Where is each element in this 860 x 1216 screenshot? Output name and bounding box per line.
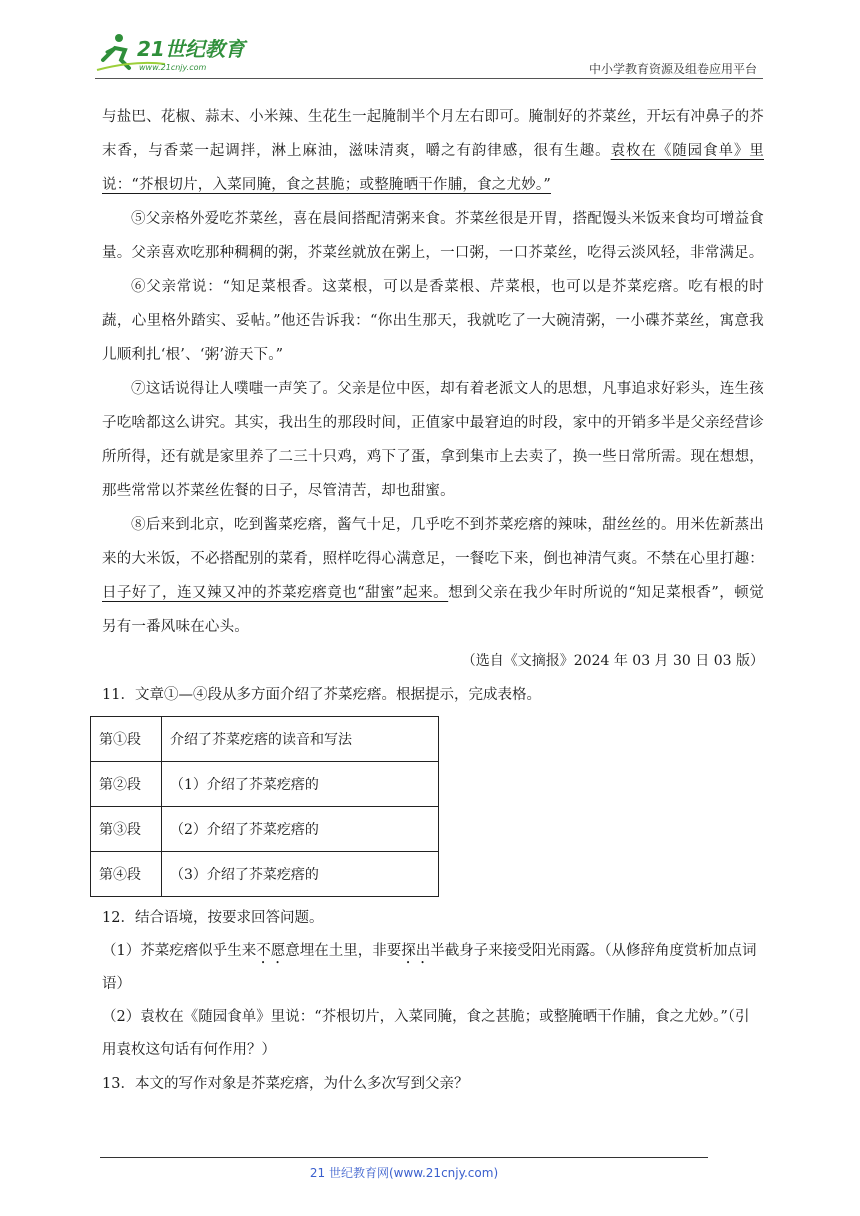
logo-text: 21世纪教育 [137, 37, 245, 61]
paragraph-6: ⑥父亲常说：“知足菜根香。这菜根，可以是香菜根、芹菜根，也可以是芥菜疙瘩。吃有根的时蔬，心里格外踏实、妥帖。”他还告诉我：“你出生那天，我就吃了一大碗清粥，一小碟芥菜丝，寓意我儿顺利扎‘根’、‘粥’游天下。” [102, 279, 764, 363]
paragraph-continued-text: 与盐巴、花椒、蒜末、小米辣、生花生一起腌制半个月左右即可。腌制好的芥菜丝，开坛有冲鼻子的芥末香，与香菜一起调拌，淋上麻油，滋味清爽，嚼之有韵律感，很有生趣。 [102, 109, 764, 159]
footer-divider [100, 1157, 708, 1158]
paragraph-5: ⑤父亲格外爱吃芥菜丝，喜在晨间搭配清粥来食。芥菜丝很是开胃，搭配馒头米饭来食均可增益食量。父亲喜欢吃那种稠稠的粥，芥菜丝就放在粥上，一口粥，一口芥菜丝，吃得云淡风轻，非常满足。 [102, 211, 764, 261]
underlined-quote: 袁枚在《随园食单》里说：“芥根切片，入菜同腌，食之甚脆；或整腌晒干作脯，食之尤妙。” [102, 143, 764, 193]
question-11: 11．文章①—④段从多方面介绍了芥菜疙瘩。根据提示，完成表格。 [102, 687, 541, 703]
table-cell-content: （2）介绍了芥菜疙瘩的 [162, 807, 439, 852]
table-cell-para: 第④段 [91, 852, 162, 897]
article-source: （选自《文摘报》2024 年 03 月 30 日 03 版） [461, 653, 764, 669]
question-12-1-text-a: （1）芥菜疙瘩似乎生来 [102, 943, 257, 959]
document-body [99, 100, 764, 1101]
question-12-1-text-c: 半截身子来接受阳光雨露。（从修辞角度赏析加点词语） [102, 943, 757, 992]
paragraph-continued [102, 100, 764, 202]
table-row [91, 807, 439, 852]
logo [95, 30, 265, 76]
header-platform-text: 中小学教育资源及组卷应用平台 [588, 62, 757, 76]
footer-link[interactable]: 21 世纪教育网(www.21cnjy.com) [309, 1166, 499, 1180]
logo-url: www.21cnjy.com [139, 63, 207, 72]
dotted-word-1: 不愿 [256, 943, 286, 959]
question-12: 12．结合语境，按要求回答问题。 [102, 910, 324, 926]
table-row [91, 717, 439, 762]
table-cell-content: 介绍了芥菜疙瘩的读音和写法 [162, 717, 439, 762]
question-13: 13．本文的写作对象是芥菜疙瘩，为什么多次写到父亲？ [102, 1076, 469, 1092]
header-divider [95, 78, 763, 79]
question-12-2: （2）袁枚在《随园食单》里说：“芥根切片，入菜同腌，食之甚脆；或整腌晒干作脯，食之尤妙。”（引用袁枚这句话有何作用？） [102, 1009, 750, 1058]
answer-table [90, 716, 439, 897]
table-cell-content: （3）介绍了芥菜疙瘩的 [162, 852, 439, 897]
underlined-sentence: 日子好了，连又辣又冲的芥菜疙瘩竟也“甜蜜”起来。 [102, 585, 449, 601]
paragraph-8-text-b: 想到父亲在我少年时所说的“知足菜根香”，顿觉另有一番风味在心头。 [102, 585, 764, 635]
paragraph-7: ⑦这话说得让人噗嗤一声笑了。父亲是位中医，却有着老派文人的思想，凡事追求好彩头，连生孩子吃啥都这么讲究。其实，我出生的那段时间，正值家中最窘迫的时段，家中的开销多半是父亲经营诊所所得，还有就是家里养了二三十只鸡，鸡下了蛋，拿到集市上去卖了，换一些日常所需。现在想想，那些常常以芥菜丝佐餐的日子，尽管清苦，却也甜蜜。 [102, 381, 764, 499]
table-cell-para: 第③段 [91, 807, 162, 852]
table-cell-para: 第②段 [91, 762, 162, 807]
dotted-word-2: 探出 [401, 943, 431, 959]
question-12-1-text-b: 意埋在土里，非要 [285, 943, 402, 959]
paragraph-8-text-a: ⑧后来到北京，吃到酱菜疙瘩，酱气十足，几乎吃不到芥菜疙瘩的辣味，甜丝丝的。用米佐新蒸出来的大米饭，不必搭配别的菜肴，照样吃得心满意足，一餐吃下来，倒也神清气爽。不禁在心里打趣： [102, 517, 764, 567]
table-row [91, 852, 439, 897]
table-cell-para: 第①段 [91, 717, 162, 762]
table-cell-content: （1）介绍了芥菜疙瘩的 [162, 762, 439, 807]
question-12-1 [102, 935, 764, 1001]
paragraph-8 [102, 508, 764, 644]
table-row [91, 762, 439, 807]
page-header [95, 30, 763, 80]
